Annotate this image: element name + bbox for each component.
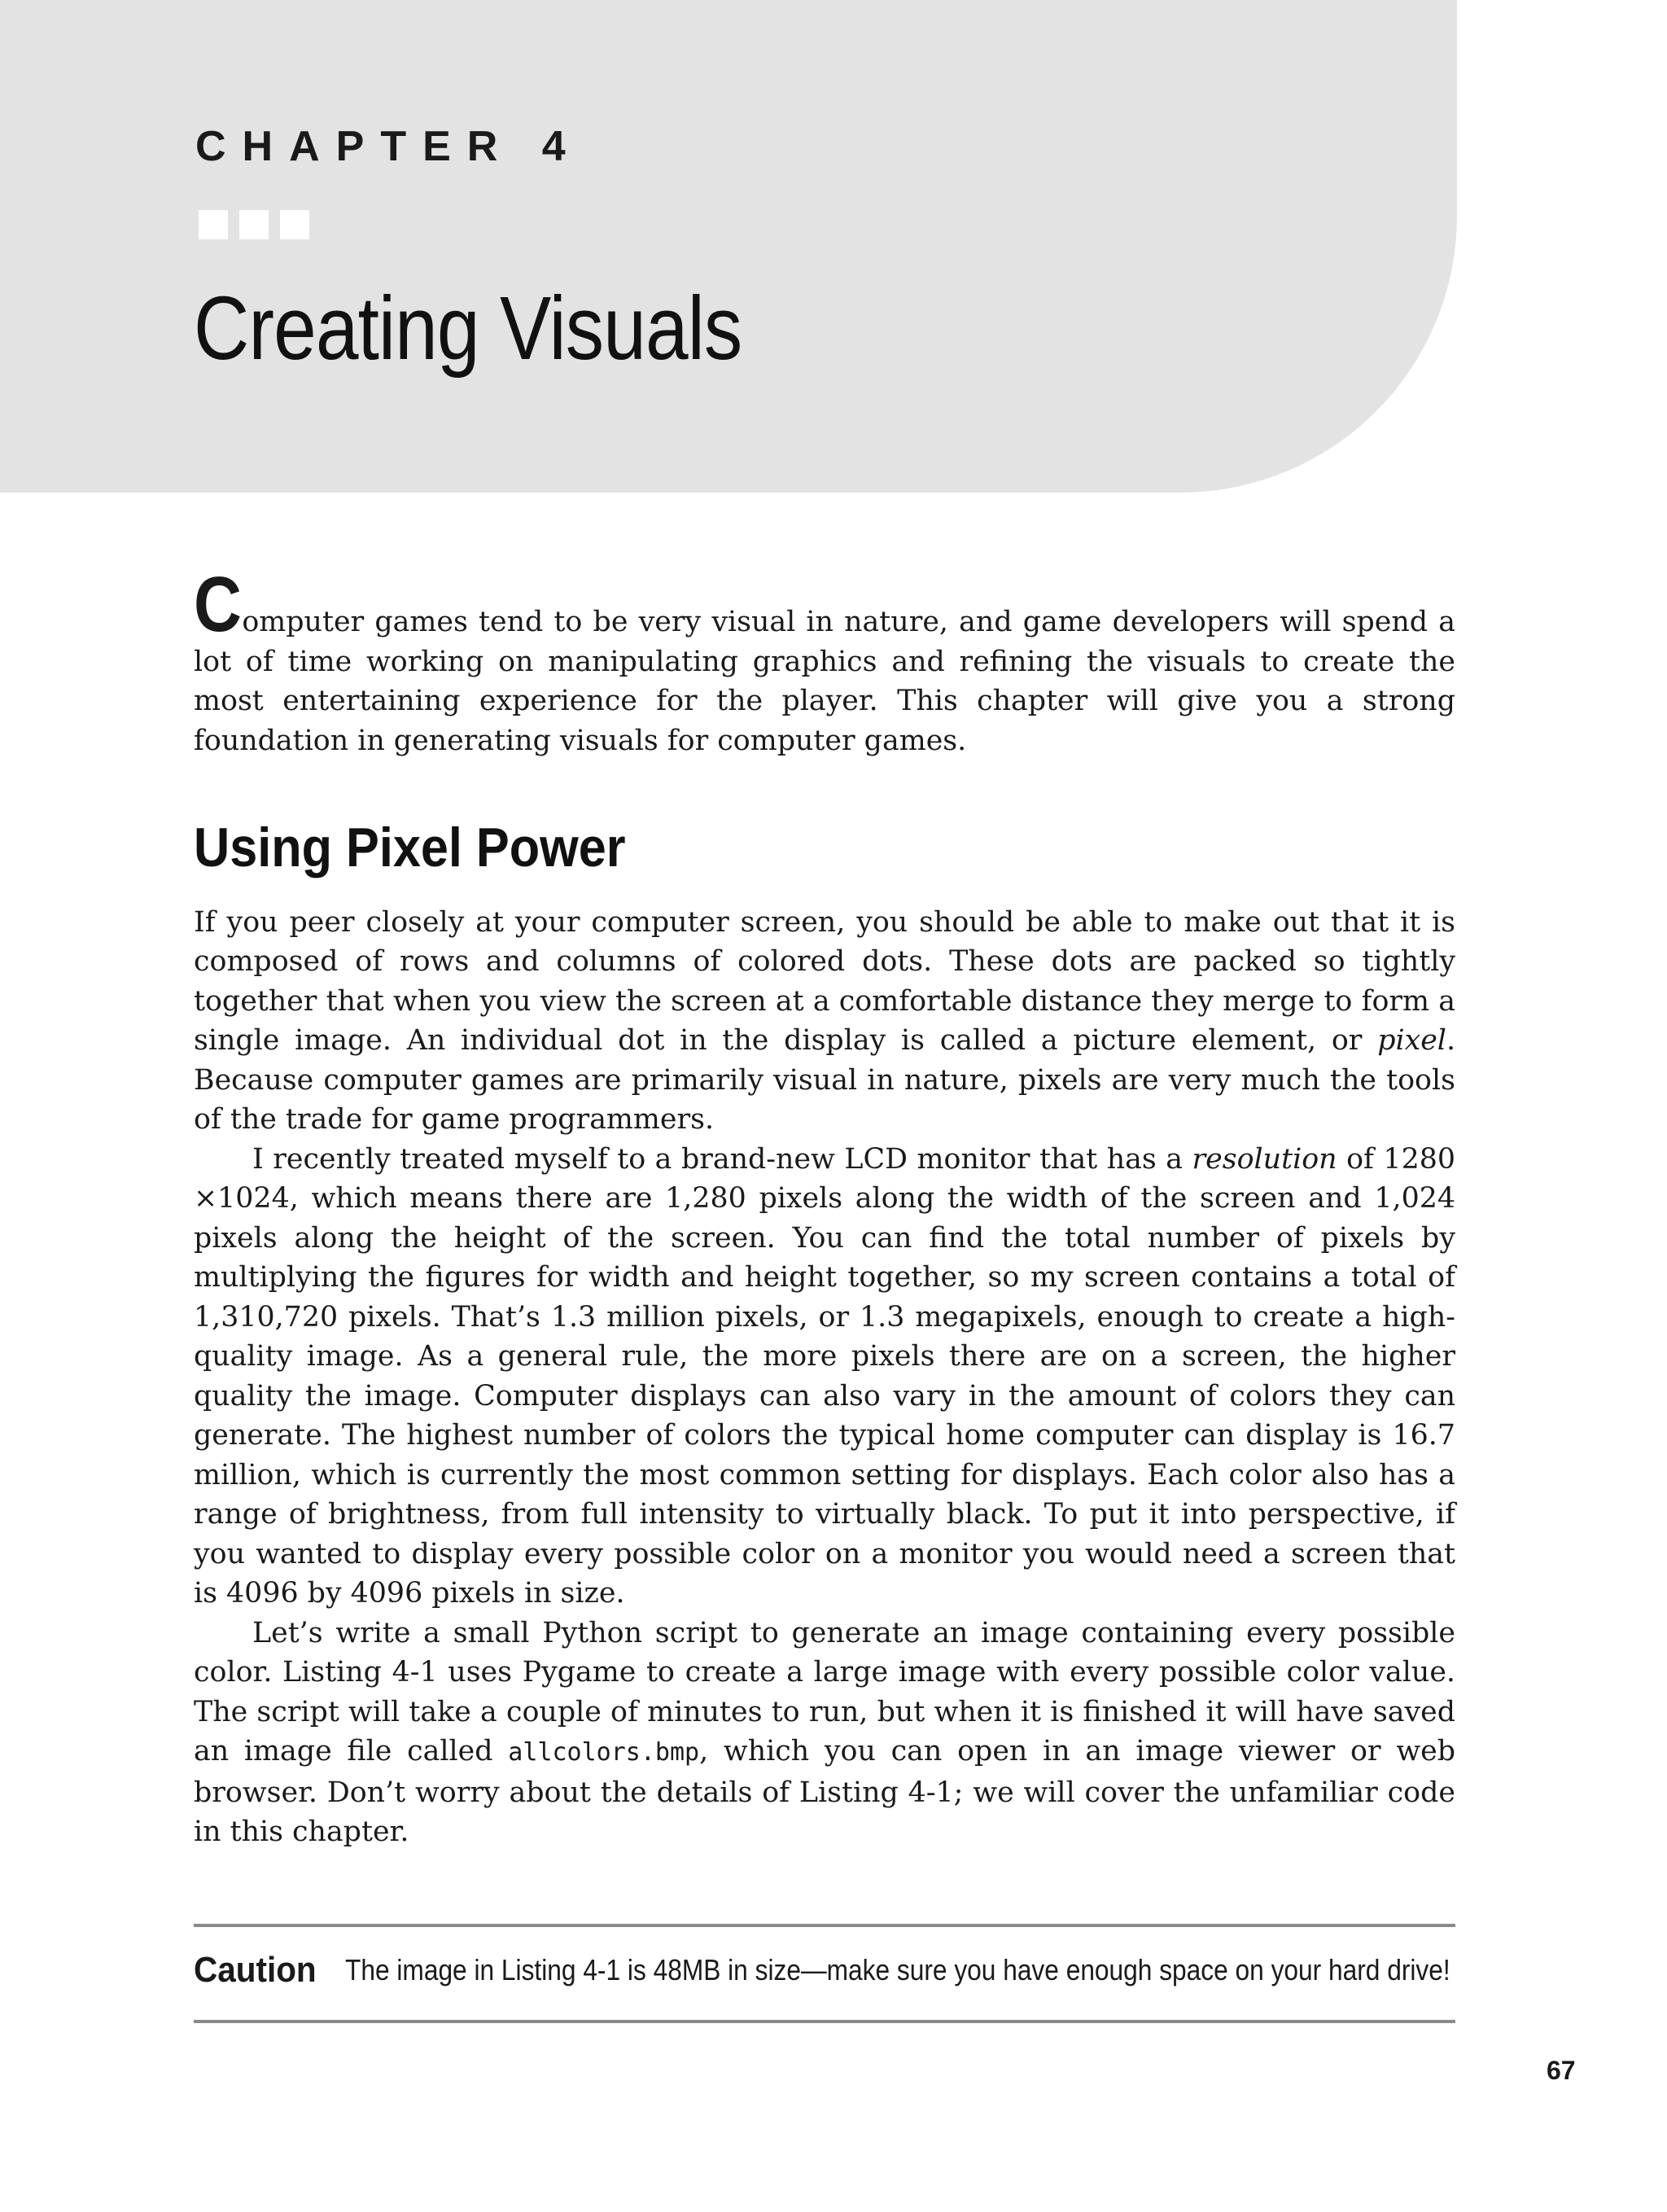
paragraph-3-text-a: Let’s write a small Python script to generate an image containing every possible color. Listing 4-1 uses Pygame to create a large image with every possible color value. The script will take a couple of minutes to run, but when it is finished it will have saved an image file called — [194, 1616, 1455, 1768]
paragraph-2-text-a: I recently treated myself to a brand-new LCD monitor that has a — [252, 1142, 1192, 1176]
paragraph-1-text-a: If you peer closely at your computer screen, you should be able to make out that it is composed of rows and columns of colored dots. These dots are packed so tightly together that when you view the screen at a comfortable distance they merge to form a single image. An individual dot in the display is called a picture element, or — [194, 905, 1455, 1058]
inline-code-filename: allcolors.bmp — [508, 1738, 700, 1767]
intro-text: omputer games tend to be very visual in nature, and game developers will spend a lot of time working on manipulating graphics and refining the visuals to create the most entertaining experience for the player. This chapter will give you a strong foundation in generating visuals for computer games. — [194, 606, 1455, 757]
chapter-title: Creating Visuals — [194, 278, 742, 379]
caution-text: The image in Listing 4-1 is 48MB in size—make sure you have enough space on your hard drive! — [344, 1952, 1450, 1986]
caution-label: Caution — [194, 1949, 317, 1990]
paragraph-1 — [194, 903, 1455, 1140]
intro-paragraph: Computer games tend to be very visual in nature, and game developers will spend a lot of time working on manipulating graphics and refining the visuals to create the most entertaining experience for the player. This chapter will give you a strong foundation in generating visuals for computer games. — [194, 561, 1455, 757]
term-resolution: resolution — [1192, 1142, 1337, 1176]
paragraph-2-text-b: of 1280 ×1024, which means there are 1,280 pixels along the width of the screen and 1,024 pixels along the height of the screen. You can find the total number of pixels by multiplying the figures for width and height together, so my screen contains a total of 1,310,720 pixels. That’s 1.3 million pixels, or 1.3 megapixels, enough to create a high-quality image. As a general rule, the more pixels there are on a screen, the higher quality the image. Computer displays can also vary in the amount of colors they can generate. The highest number of colors the typical home computer can display is 16.7 million, which is currently the most common setting for displays. Each color also has a range of brightness, from full intensity to virtually black. To put it into perspective, if you wanted to display every possible color on a monitor you would need a screen that is 4096 by 4096 pixels in size. — [194, 1142, 1455, 1610]
page-number: 67 — [1547, 2056, 1576, 2085]
chapter-ornament — [199, 210, 309, 239]
ornament-square — [280, 210, 309, 239]
section-heading: Using Pixel Power — [194, 817, 626, 878]
paragraph-2 — [194, 1140, 1455, 1614]
paragraph-3-text-b: , which you can open in an image viewer or web browser. Don’t worry about the details of Listing 4-1; we will cover the unfamiliar code in this chapter. — [194, 1735, 1455, 1849]
page-content — [194, 561, 1455, 2023]
term-pixel: pixel — [1377, 1024, 1446, 1058]
ornament-square — [239, 210, 269, 239]
ornament-square — [199, 210, 228, 239]
paragraph-1-text-b: . Because computer games are primarily visual in nature, pixels are very much the tools of the trade for game programmers. — [194, 1024, 1455, 1137]
chapter-banner — [0, 0, 1457, 493]
paragraph-3 — [194, 1614, 1455, 1852]
chapter-label: CHAPTER 4 — [195, 123, 582, 170]
caution-box — [194, 1924, 1455, 2023]
